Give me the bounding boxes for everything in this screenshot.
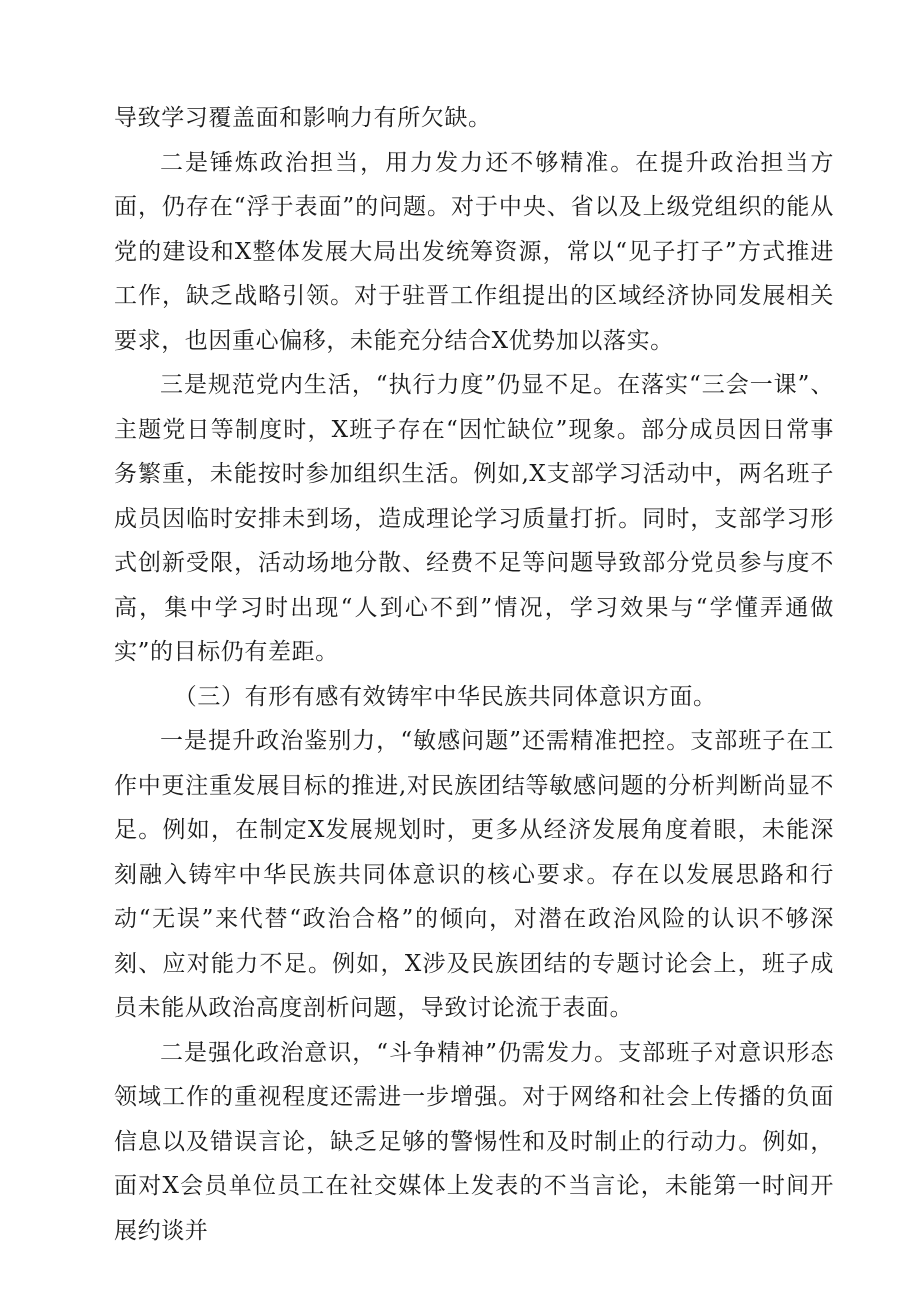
- document-body: [114, 96, 834, 1253]
- paragraph-continuation: 导致学习覆盖面和影响力有所欠缺。: [114, 105, 492, 131]
- paragraph-point-2-political-responsibility: 二是锤炼政治担当，用力发力还不够精准。在提升政治担当方面，仍存在“浮于表面”的问题。对于中央、省以及上级党组织的能从党的建设和X整体发展大局出发统筹资源，常以“见子打子”方式推进工作，缺乏战略引领。对于驻晋工作组提出的区域经济协同发展相关要求，也因重心偏移，未能充分结合X优势加以落实。: [114, 149, 834, 354]
- paragraph-point-2-political-awareness: 二是强化政治意识，“斗争精神”仍需发力。支部班子对意识形态领域工作的重视程度还需进一步增强。对于网络和社会上传播的负面信息以及错误言论，缺乏足够的警惕性和及时制止的行动力。例如，面对X会员单位员工在社交媒体上发表的不当言论，未能第一时间开展约谈并: [114, 1039, 834, 1244]
- section-heading-3: （三）有形有感有效铸牢中华民族共同体意识方面。: [173, 683, 717, 710]
- paragraph-point-1-political-discernment: 一是提升政治鉴别力，“敏感问题”还需精准把控。支部班子在工作中更注重发展目标的推进,对民族团结等敏感问题的分析判断尚显不足。例如，在制定X发展规划时，更多从经济发展角度着眼，未能深刻融入铸牢中华民族共同体意识的核心要求。存在以发展思路和行动“无误”来代替“政治合格”的倾向，对潜在政治风险的认识不够深刻、应对能力不足。例如，X涉及民族团结的专题讨论会上，班子成员未能从政治高度剖析问题，导致讨论流于表面。: [114, 728, 834, 1021]
- paragraph-point-3-party-life: 三是规范党内生活，“执行力度”仍显不足。在落实“三会一课”、主题党日等制度时，X班子存在“因忙缺位”现象。部分成员因日常事务繁重，未能按时参加组织生活。例如,X支部学习活动中，两名班子成员因临时安排未到场，造成理论学习质量打折。同时，支部学习形式创新受限，活动场地分散、经费不足等问题导致部分党员参与度不高，集中学习时出现“人到心不到”情况，学习效果与“学懂弄通做实”的目标仍有差距。: [114, 372, 834, 665]
